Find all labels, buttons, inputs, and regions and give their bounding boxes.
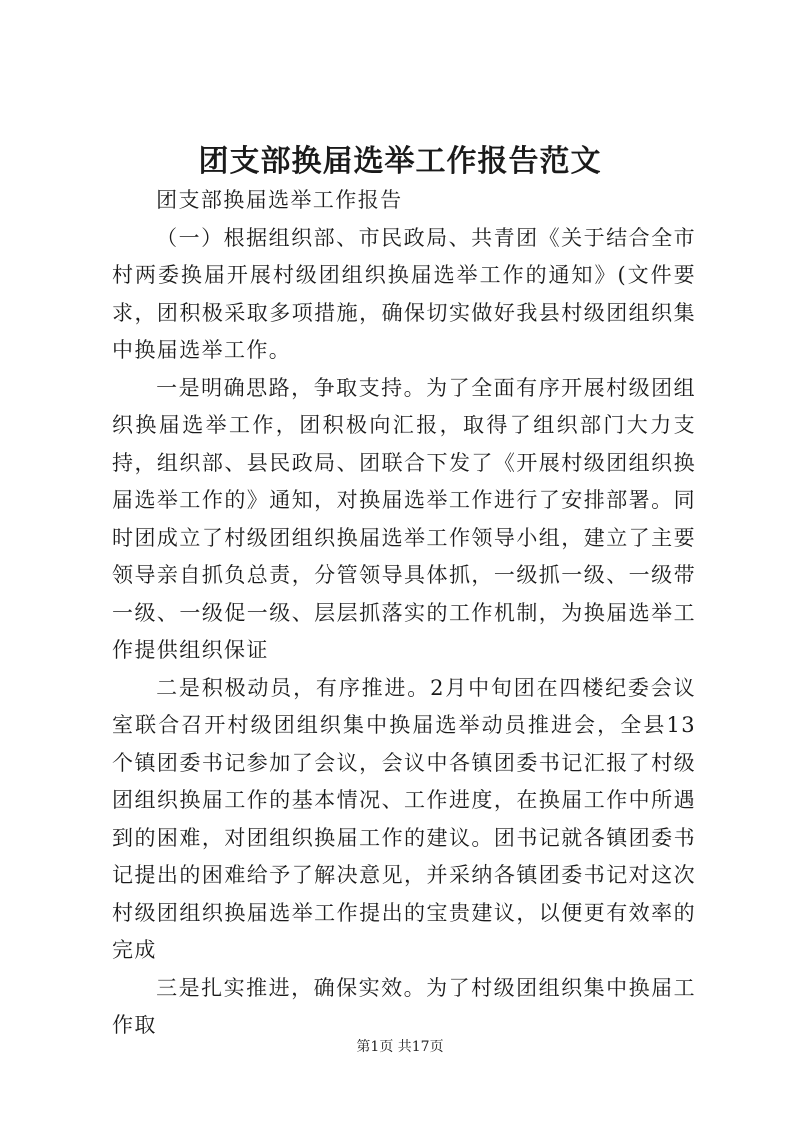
document-body [112,182,696,1045]
page-number: 第1页 共17页 [356,1039,444,1055]
paragraph-subtitle: 团支部换届选举工作报告 [156,188,403,212]
paragraph-point-two: 二是积极动员，有序推进。2月中旬团在四楼纪委会议室联合召开村级团组织集中换届选举动员推进会，全县13个镇团委书记参加了会议，会议中各镇团委书记汇报了村级团组织换届工作的基本情况、工作进度，在换届工作中所遇到的困难，对团组织换届工作的建议。团书记就各镇团委书记提出的困难给予了解决意见，并采纳各镇团委书记对这次村级团组织换届选举工作提出的宝贵建议，以便更有效率的完成 [112,675,696,962]
paragraph-point-three: 三是扎实推进，确保实效。为了村级团组织集中换届工作取 [112,975,696,1037]
page-footer [0,1037,800,1057]
paragraph-intro: （一）根据组织部、市民政局、共青团《关于结合全市村两委换届开展村级团组织换届选举工作的通知》(文件要求，团积极采取多项措施，确保切实做好我县村级团组织集中换届选举工作。 [112,225,696,362]
document-title: 团支部换届选举工作报告范文 [198,144,602,179]
paragraph-point-one: 一是明确思路，争取支持。为了全面有序开展村级团组织换届选举工作，团积极向汇报，取得了组织部门大力支持，组织部、县民政局、团联合下发了《开展村级团组织换届选举工作的》通知，对换届选举工作进行了安排部署。同时团成立了村级团组织换届选举工作领导小组，建立了主要领导亲自抓负总责，分管领导具体抓，一级抓一级、一级带一级、一级促一级、层层抓落实的工作机制，为换届选举工作提供组织保证 [112,375,696,662]
